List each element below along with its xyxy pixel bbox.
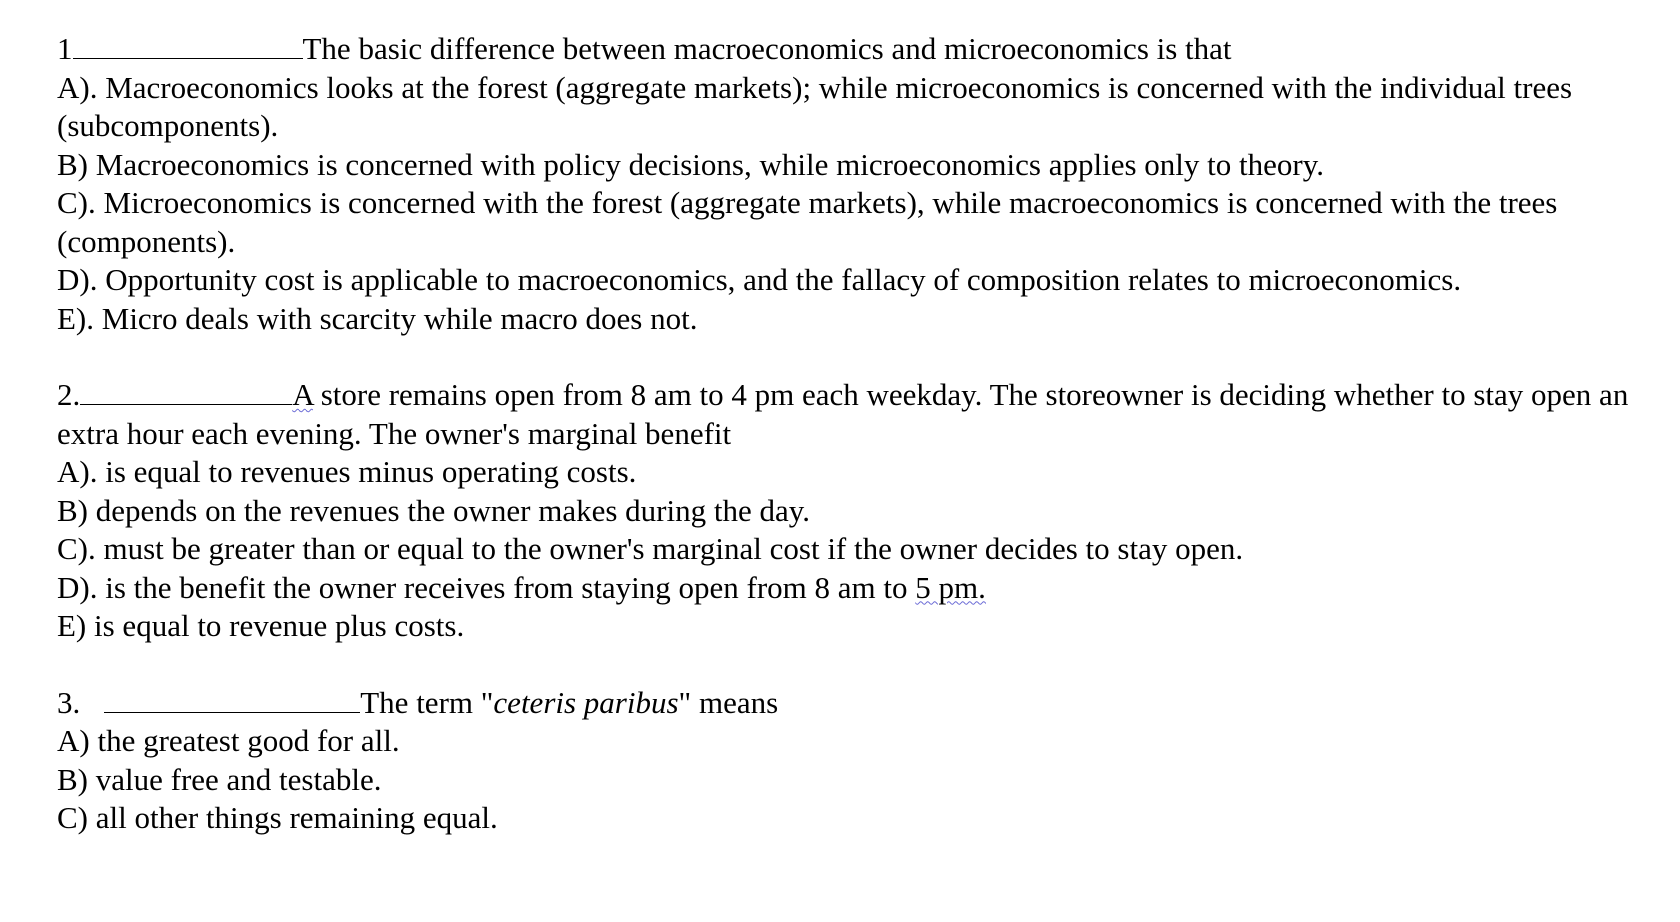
question-number: 1 (57, 31, 73, 66)
option-c: C). Microeconomics is concerned with the forest (aggregate markets), while macroeconomics is concerned with the trees (components). (57, 185, 1558, 259)
answer-blank[interactable] (73, 32, 303, 59)
option-a: A). Macroeconomics looks at the forest (aggregate markets); while microeconomics is concerned with the individual trees (subcomponents). (57, 69, 1573, 143)
question-1-stem-line (57, 30, 1657, 69)
option-a: A) the greatest good for all. (57, 723, 400, 758)
question-number: 2. (57, 377, 81, 412)
option-d: D). Opportunity cost is applicable to macroeconomics, and the fallacy of composition relates to microeconomics. (57, 262, 1462, 297)
spellcheck-flagged-word: 5 pm. (915, 569, 986, 605)
question-2-stem-line (57, 376, 1657, 453)
option-b: B) value free and testable. (57, 761, 382, 797)
option-d (57, 569, 1657, 608)
option-e: E). Micro deals with scarcity while macro does not. (57, 300, 698, 336)
spellcheck-flagged-word: A (292, 377, 313, 412)
question-3-stem-line (57, 684, 1657, 723)
option-a: A). is equal to revenues minus operating costs. (57, 454, 637, 489)
option-b: B) depends on the revenues the owner makes during the day. (57, 492, 810, 528)
option-c: C) all other things remaining equal. (57, 800, 498, 835)
option-b: B) Macroeconomics is concerned with policy decisions, while microeconomics applies only to theory. (57, 146, 1324, 182)
question-2 (57, 376, 1657, 646)
question-stem: store remains open from 8 am to 4 pm each weekday. The storeowner is deciding whether to stay open an extra hour each evening. The owner's marginal benefit (57, 377, 1629, 451)
question-stem-suffix: " means (678, 684, 779, 720)
question-stem-prefix: The term " (360, 684, 494, 720)
question-3 (57, 684, 1657, 838)
document-body (57, 30, 1657, 838)
answer-blank[interactable] (80, 378, 292, 405)
question-stem: The basic difference between macroeconomics and microeconomics is that (302, 31, 1232, 66)
question-stem-italic: ceteris paribus (493, 684, 679, 720)
question-number: 3. (57, 684, 81, 720)
option-d-text: D). is the benefit the owner receives from staying open from 8 am to (57, 569, 916, 605)
answer-blank[interactable] (104, 686, 360, 713)
option-c: C). must be greater than or equal to the owner's marginal cost if the owner decides to stay open. (57, 531, 1244, 566)
question-1 (57, 30, 1657, 338)
option-e: E) is equal to revenue plus costs. (57, 608, 465, 643)
